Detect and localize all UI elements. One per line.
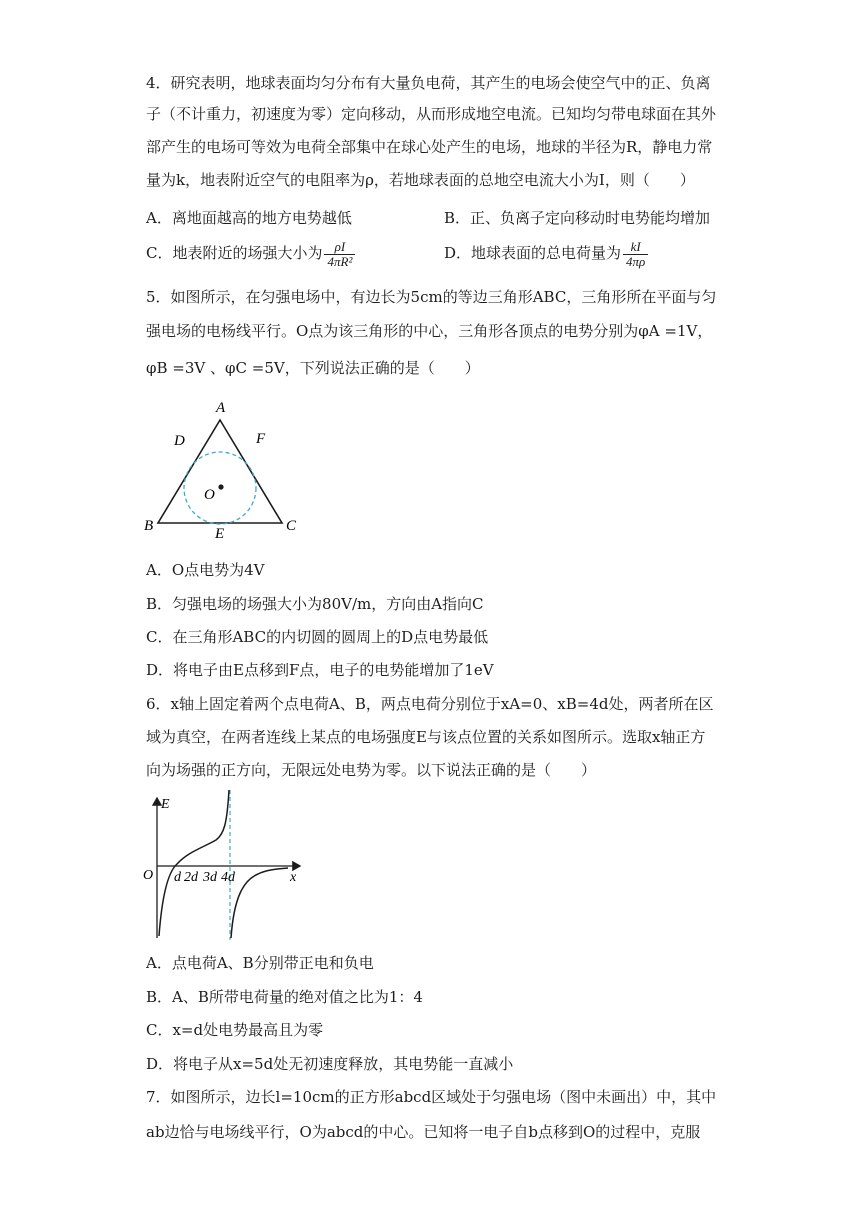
q4-option-a: A．离地面越高的地方电势越低	[146, 209, 352, 227]
label-c: C	[286, 518, 297, 534]
q4-option-b: B．正、负离子定向移动时电势能均增加	[444, 209, 711, 227]
tick-label-3d: 3d	[203, 870, 217, 885]
label-a: A	[216, 400, 226, 416]
q4-option-d-text: D．地球表面的总电荷量为	[444, 244, 622, 263]
q5-line-3: φB =3V 、φC =5V，下列说法正确的是（ ）	[146, 359, 480, 377]
curve-right	[231, 868, 288, 938]
q4-option-c-numerator: ρI	[324, 240, 355, 255]
triangle-figure	[140, 395, 310, 545]
q6-option-d: D．将电子从x=5d处无初速度释放，其电势能一直减小	[146, 1055, 514, 1073]
q4-line-2: 子（不计重力，初速度为零）定向移动，从而形成地空电流。已知均匀带电球面在其外	[146, 105, 717, 123]
axis-label-o: O	[143, 868, 154, 883]
q6-line-3: 向为场强的正方向，无限远处电势为零。以下说法正确的是（ ）	[146, 761, 597, 779]
q6-line-2: 域为真空，在两者连线上某点的电场强度E与该点位置的关系如图所示。选取x轴正方	[146, 728, 706, 746]
q4-option-c-denominator: 4πR²	[327, 253, 353, 269]
label-e: E	[215, 526, 225, 542]
q6-option-a: A．点电荷A、B分别带正电和负电	[146, 954, 374, 972]
tick-label-4d: 4d	[221, 870, 235, 885]
q5-option-b: B．匀强电场的场强大小为80V/m，方向由A指向C	[146, 595, 484, 613]
q4-line-1: 4．研究表明，地球表面均匀分布有大量负电荷，其产生的电场会使空气中的正、负离	[146, 74, 711, 92]
q4-option-d-denominator: 4πρ	[626, 253, 646, 269]
q4-option-c-fraction	[324, 240, 355, 268]
axis-label-x: x	[290, 870, 297, 885]
q4-option-d	[444, 240, 650, 268]
q4-option-c	[146, 240, 357, 268]
q7-line-1: 7．如图所示，边长l=10cm的正方形abcd区域处于匀强电场（图中未画出）中，其中	[146, 1088, 717, 1106]
q4-option-c-text: C．地表附近的场强大小为	[146, 244, 323, 263]
e-field-graph	[140, 788, 310, 943]
q4-line-3: 部产生的电场可等效为电荷全部集中在球心处产生的电场，地球的半径为R，静电力常	[146, 138, 713, 156]
q4-option-d-fraction	[623, 240, 648, 268]
q5-line-1: 5．如图所示，在匀强电场中，有边长为5cm的等边三角形ABC，三角形所在平面与匀	[146, 288, 717, 306]
q7-line-2: ab边恰与电场线平行，O为abcd的中心。已知将一电子自b点移到O的过程中，克服	[146, 1123, 701, 1141]
tick-label-d: d	[174, 870, 181, 885]
center-point-o	[218, 484, 223, 489]
label-o: O	[204, 487, 215, 503]
tick-label-2d: 2d	[184, 870, 198, 885]
label-d: D	[174, 433, 185, 449]
axis-label-e: E	[161, 797, 170, 812]
q6-option-c: C．x=d处电势最高且为零	[146, 1021, 324, 1039]
q6-line-1: 6．x轴上固定着两个点电荷A、B，两点电荷分别位于xA=0、xB=4d处，两者所在区	[146, 695, 714, 713]
q5-option-c: C．在三角形ABC的内切圆的圆周上的D点电势最低	[146, 628, 489, 646]
label-f: F	[256, 431, 266, 447]
q4-option-d-numerator: kI	[623, 240, 648, 255]
q5-option-a: A．O点电势为4V	[146, 561, 265, 579]
q5-line-2: 强电场的电杨线平行。O点为该三角形的中心，三角形各顶点的电势分别为φA =1V，	[146, 322, 713, 340]
q6-option-b: B．A、B所带电荷量的绝对值之比为1：4	[146, 988, 423, 1006]
q5-option-d: D．将电子由E点移到F点，电子的电势能增加了1eV	[146, 661, 494, 679]
label-b: B	[144, 518, 154, 534]
q4-line-4: 量为k，地表附近空气的电阻率为ρ，若地球表面的总地空电流大小为I，则（ ）	[146, 171, 695, 189]
